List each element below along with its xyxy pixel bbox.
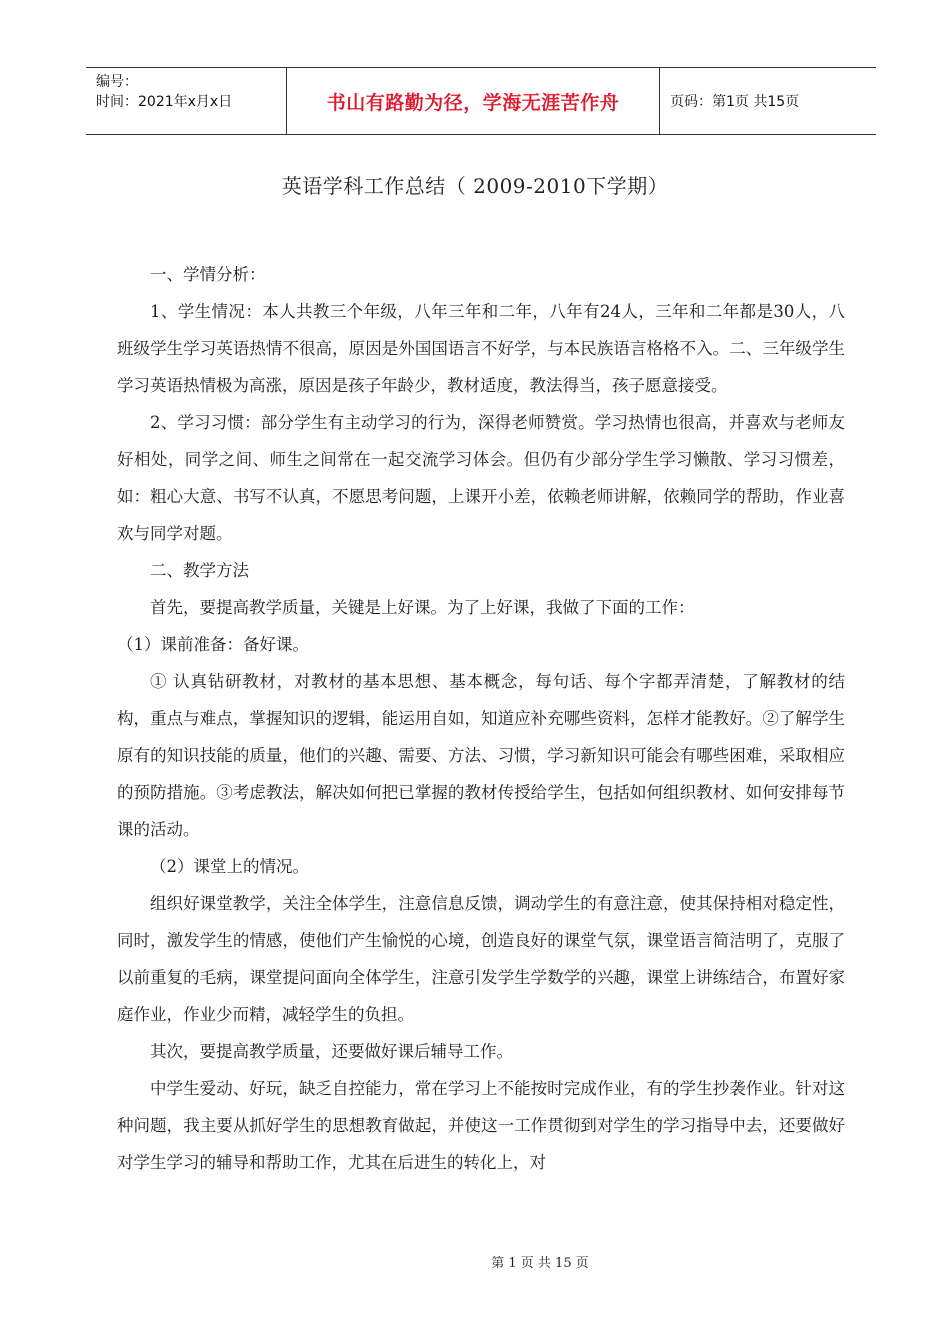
paragraph-second-point: 其次，要提高教学质量，还要做好课后辅导工作。	[150, 1042, 513, 1061]
document-title: 英语学科工作总结（ 2009-2010下学期）	[281, 174, 669, 198]
header-meta-cell	[86, 68, 286, 134]
time-label: 时间：2021年x月x日	[96, 94, 233, 110]
paragraph-after-class: 中学生爱动、好玩，缺乏自控能力，常在学习上不能按时完成作业，有的学生抄袭作业。针对这种问题，我主要从抓好学生的思想教育做起，并使这一工作贯彻到对学生的学习指导中去，还要做好对学生学习的辅导和帮助工作，尤其在后进生的转化上，对	[117, 1079, 845, 1172]
page-footer: 第 1 页 共 15 页	[491, 1256, 589, 1271]
subheading-preparation: （1）课前准备：备好课。	[117, 635, 309, 654]
number-label: 编号：	[96, 74, 138, 90]
page-info: 页码：第1页 共15页	[670, 94, 800, 110]
header-motto-cell	[286, 68, 660, 134]
header-page-cell	[660, 68, 876, 134]
section-heading-analysis: 一、学情分析：	[150, 265, 266, 284]
paragraph-student-situation: 1、学生情况：本人共教三个年级，八年三年和二年，八年有24人，三年和二年都是30人，八班级学生学习英语热情不很高，原因是外国国语言不好学，与本民族语言格格不入。二、三年级学生学习英语热情极为高涨，原因是孩子年龄少，教材适度，教法得当，孩子愿意接受。	[117, 302, 845, 395]
paragraph-first-point: 首先，要提高教学质量，关键是上好课。为了上好课，我做了下面的工作：	[150, 598, 695, 617]
document-body	[117, 256, 845, 1181]
paragraph-study-habits: 2、学习习惯：部分学生有主动学习的行为，深得老师赞赏。学习热情也很高，并喜欢与老师友好相处，同学之间、师生之间常在一起交流学习体会。但仍有少部分学生学习懒散、学习习惯差，如：粗心大意、书写不认真，不愿思考问题，上课开小差，依赖老师讲解，依赖同学的帮助，作业喜欢与同学对题。	[117, 413, 845, 543]
paragraph-preparation-details: ① 认真钻研教材，对教材的基本思想、基本概念，每句话、每个字都弄清楚，了解教材的结构，重点与难点，掌握知识的逻辑，能运用自如，知道应补充哪些资料，怎样才能教好。②了解学生原有的知识技能的质量，他们的兴趣、需要、方法、习惯，学习新知识可能会有哪些困难，采取相应的预防措施。③考虑教法，解决如何把已掌握的教材传授给学生，包括如何组织教材、如何安排每节课的活动。	[117, 672, 845, 839]
section-heading-methods: 二、教学方法	[150, 561, 249, 580]
motto-text: 书山有路勤为径，学海无涯苦作舟	[326, 91, 620, 114]
subheading-classroom: （2）课堂上的情况。	[150, 857, 309, 876]
header-table	[86, 67, 876, 135]
paragraph-classroom-details: 组织好课堂教学，关注全体学生，注意信息反馈，调动学生的有意注意，使其保持相对稳定性，同时，激发学生的情感，使他们产生愉悦的心境，创造良好的课堂气氛，课堂语言简洁明了，克服了以前重复的毛病，课堂提问面向全体学生，注意引发学生学数学的兴趣，课堂上讲练结合，布置好家庭作业，作业少而精，减轻学生的负担。	[117, 894, 845, 1024]
